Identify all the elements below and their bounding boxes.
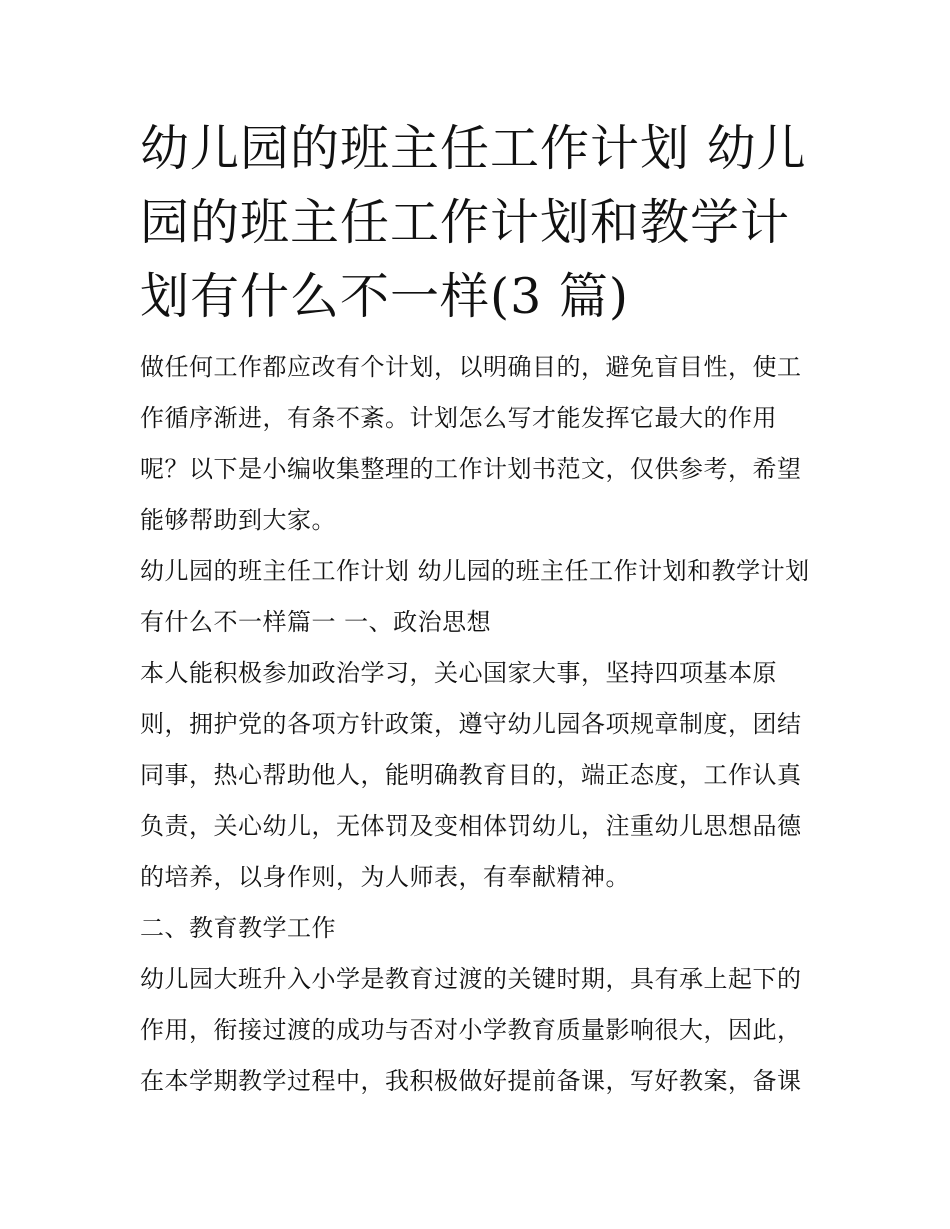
paragraph-section-heading-1: 幼儿园的班主任工作计划 幼儿园的班主任工作计划和教学计划有什么不一样篇一 一、政治思想	[140, 557, 810, 636]
title-line-1: 幼儿园的班主任工作计划 幼儿	[140, 120, 807, 177]
document-title	[140, 112, 820, 334]
paragraph-teaching-work: 幼儿园大班升入小学是教育过渡的关键时期，具有承上起下的作用，衔接过渡的成功与否对小学教育质量影响很大，因此，在本学期教学过程中，我积极做好提前备课，写好教案，备课	[140, 965, 802, 1095]
paragraph-section-heading-2: 二、教育教学工作	[140, 914, 336, 942]
paragraph-political-thought: 本人能积极参加政治学习，关心国家大事，坚持四项基本原则，拥护党的各项方针政策，遵守幼儿园各项规章制度，团结同事，热心帮助他人，能明确教育目的，端正态度，工作认真负责，关心幼儿，无体罚及变相体罚幼儿，注重幼儿思想品德的培养，以身作则，为人师表，有奉献精神。	[140, 659, 802, 891]
document-content	[140, 112, 820, 1107]
title-line-2: 园的班主任工作计划和教学计	[140, 194, 791, 251]
document-body	[140, 342, 820, 1107]
title-line-3: 划有什么不一样(3 篇)	[140, 268, 629, 325]
paragraph-intro: 做任何工作都应改有个计划，以明确目的，避免盲目性，使工作循序渐进，有条不紊。计划怎么写才能发挥它最大的作用呢？以下是小编收集整理的工作计划书范文，仅供参考，希望能够帮助到大家。	[140, 353, 802, 534]
